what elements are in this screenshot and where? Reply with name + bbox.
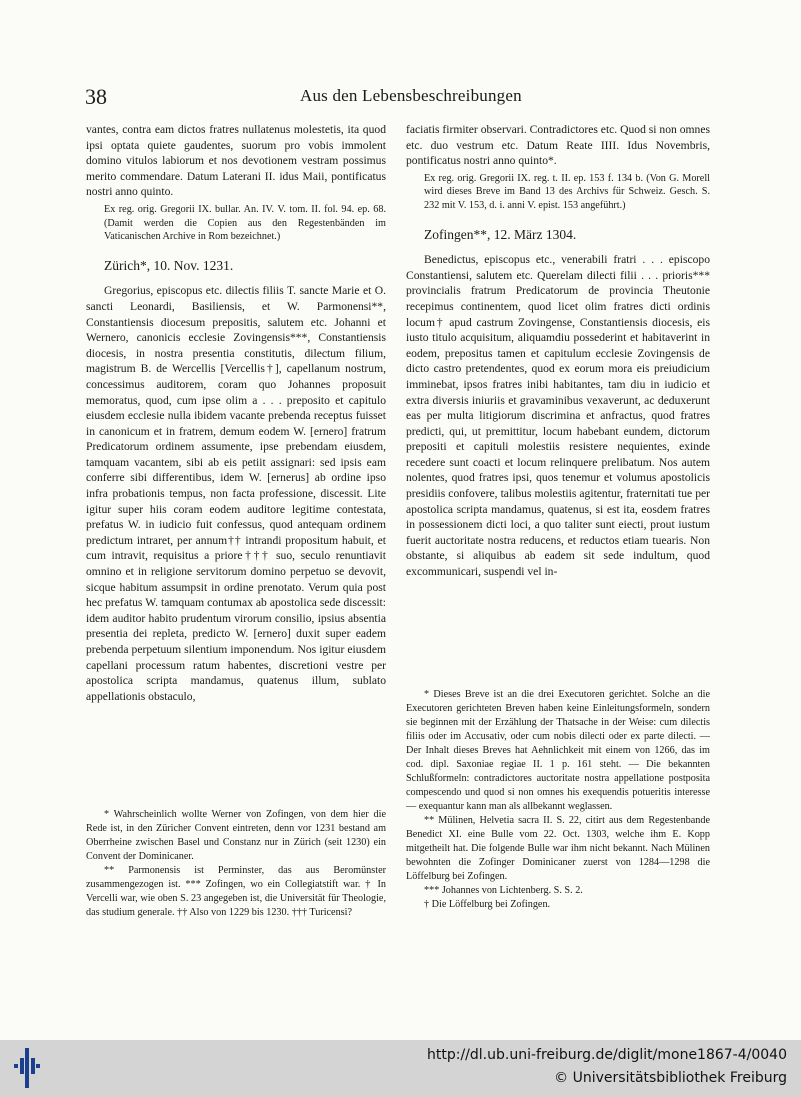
right-footnote-4: † Die Löffelburg bei Zofingen. (424, 899, 551, 910)
left-footnotes (86, 808, 386, 920)
left-section-heading: Zürich*, 10. Nov. 1231. (104, 257, 234, 273)
right-paragraph-1: faciatis firmiter observari. Contradictores etc. Quod si non omnes etc. duo vestrum etc. Datum Reate IIII. Idus Novembris, pontificatus nostri anno quinto*. (406, 123, 710, 168)
right-section-heading: Zofingen**, 12. März 1304. (424, 226, 577, 242)
right-footnotes (406, 688, 710, 912)
document-url-link[interactable]: http://dl.ub.uni-freiburg.de/diglit/mone1867-4/0040 (427, 1047, 787, 1063)
right-column (406, 122, 710, 580)
right-paragraph-2: Benedictus, episcopus etc., venerabili fratri . . . episcopo Constantiensi, salutem etc. Querelam dilecti filii . . . prioris*** provincialis fratrum Predicatorum de provincia Theutonie recepimus continentem, quod licet olim fratres dicti ordinis locum† apud castrum Zovingense, Constantiensis diocesis, eis iusto titulo acquisitum, aliquamdiu possederint et habitaverint in eodem, prepositus tamen et capitulum ecclesie Zovingensis de dicto castro pretendentes, quod ex eorum mora eis preiudicium imminebat, ipsos fratres inibi habitantes, tam diu in iudicio et extra diversis iniuriis et gravaminibus vexaverunt, ac deduxerunt eas per multa litigiorum discrimina et anfractus, quod fratres predicti, qui, ut premittitur, locum habebant eundem, dictorum prepositi et capituli molestiis resistere nequientes, exinde recedere sunt coacti et locum relinquere prelibatum. Nos autem nolentes, quod fratres ipsi, quos tenemur et volumus apostolicis presidiis confovere, talibus molestiis agitentur, fraternitati tue per apostolica scripta mandamus, quatenus, si est ita, eosdem fratres in possessionem dicti loci, a quo taliter sunt eiecti, prout iustum fuerit auctoritate nostra reducens, et reductos etiam tuearis. Non obstante, si aliquibus ab eadem sit sede indultum, quod excommunicari, suspendi vel in- (406, 253, 710, 579)
right-footnote-2: ** Mülinen, Helvetia sacra II. S. 22, citirt aus dem Regestenbande Benedict XI. eine Bulle vom 22. Oct. 1303, welche ihm E. Kopp mitgetheilt hat. Die folgende Bulle war ihm nicht bekannt. Nach Mülinen bewohnten die Zofinger Dominicaner zuerst von 1284—1298 die Löffelburg bei Zofingen. (406, 815, 710, 882)
left-footnote-1: * Wahrscheinlich wollte Werner von Zofingen, von dem hier die Rede ist, in den Züricher Convent eintreten, denn vor 1231 bestand am Oberrheine zwischen Basel und Constanz nur in Zürich (seit 1230) ein Convent der Dominicaner. (86, 809, 386, 862)
left-column (86, 122, 386, 704)
right-source-note: Ex reg. orig. Gregorii IX. reg. t. II. ep. 153 f. 134 b. (Von G. Morell wird dieses Breve im Band 13 des Archivs für Schweiz. Gesch. S. 232 mit V. 153, d. i. anni V. epist. 153 angeführt.) (424, 172, 710, 211)
left-footnote-2: ** Parmonensis ist Perminster, das aus Beromünster zusammengezogen ist. *** Zofingen, wo ein Collegiatstift war. † In Vercelli war, wie oben S. 23 angegeben ist, die Universität für Theologie, das studium generale. †† Also von 1229 bis 1230. ††† Turicensi? (86, 865, 386, 918)
right-footnote-3: *** Johannes von Lichtenberg. S. S. 2. (424, 885, 583, 896)
library-logo-icon (14, 1048, 40, 1088)
viewer-footer-bar (0, 1040, 801, 1097)
running-title: Aus den Lebensbeschreibungen (300, 86, 522, 105)
page-number: 38 (85, 84, 107, 109)
left-paragraph-2: Gregorius, episcopus etc. dilectis filiis T. sancte Marie et O. sancti Leonardi, Basiliensis, et W. Parmonensi**, Constantiensis diocesum prepositis, salutem etc. Johanni et Wernero, canonicis ecclesie Zovingensis***, Constantiensis diocesis, in nostra presentia constitutis, dilectum filium, magistrum B. de Wercellis [Vercellis†], capellanum nostrum, concessimus auditorem, coram quo Johannes proposuit memoratus, quod, cum ipse olim a . . . preposito et capitulo eiusdem ecclesie nulla ibidem vacante prebenda receptus fuisset in canonicum et in fratrem, demum eodem W. [ernero] fratrum Predicatorum ordinem assumente, ipse prebendam eiusdem, tamquam vacantem, sibi ab eis petiit assignari: sed ipsis eam conferre sibi differentibus, idem W. [ernerus] ab ordine ipso infra probationis tempus, non facta professione, discessit. Lite igitur super hiis coram eodem auditore legitime contestata, prefatus W. in iudicio fuit confessus, quod antequam ordinem predictum intraret, per annum†† intrandi propositum habuit, et cum intravit, requisitus a priore††† suo, seculo renuntiavit omnino et in religione servitorum domino perpetuo se devovit, sicque habitum assumpsit in ordine prenotato. Verum quia post hec prefatus W. tamquam contumax ab apostolica sede discessit: idem auditor habito prudentum virorum consilio, ipsius absentia presentia dei repleta, predicto W. [ernero] duxit super eadem prebenda perpetuum silentium imponendum. Nos igitur eiusdem capellani processum ratum habentes, discretioni vestre per apostolica scripta mandamus, quatenus illum, sublato appellationis obstaculo, (86, 284, 386, 703)
copyright-notice: © Universitätsbibliothek Freiburg (554, 1070, 787, 1086)
left-source-note: Ex reg. orig. Gregorii IX. bullar. An. IV. V. tom. II. fol. 94. ep. 68. (Damit werden die Copien aus den Regestenbänden im Vaticanischen Archive in Rom bezeichnet.) (104, 203, 386, 243)
right-footnote-1: * Dieses Breve ist an die drei Executoren gerichtet. Solche an die Executoren gerichteten Breven haben keine Einleitungsformeln, sondern sie beginnen mit der Erzählung der Thatsache in der Weise: cum dilectis filiis oder im Accusativ, oder cum nobis dilecti oder ex parte dilecti. — Der Inhalt dieses Breves hat Aehnlichkeit mit einem von 1266, das im cod. dipl. Saxoniae regiae II. 1 p. 161 steht. — Die bekannten Schlußformeln: contradictores auctoritate nostra appellatione postposita compescendo und quod si non omnes his exequendis potueritis interesse — exequantur kann man als allbekannt weglassen. (406, 689, 710, 812)
left-paragraph-1: vantes, contra eam dictos fratres nullatenus molestetis, ita quod ipsi optata quiete gaudentes, suorum pro vobis immolent domino vitulos labiorum et nos devotionem vestram possimus merito commendare. Datum Laterani II. idus Maii, pontificatus nostri anno quinto. (86, 123, 386, 199)
